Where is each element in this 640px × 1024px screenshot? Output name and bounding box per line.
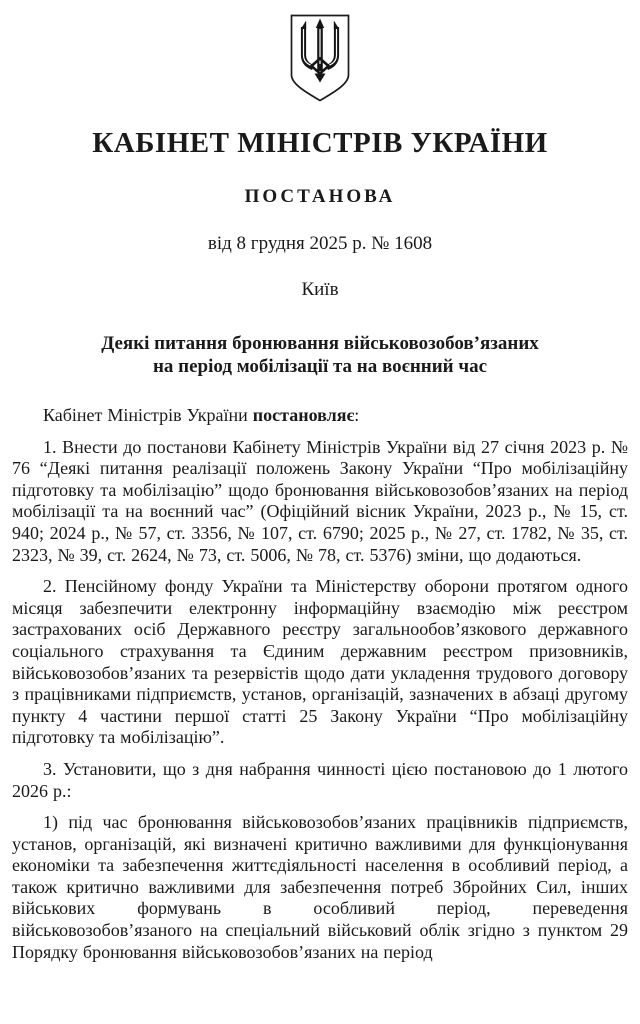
doc-type-heading: ПОСТАНОВА	[244, 186, 396, 207]
doc-body	[12, 405, 628, 963]
preamble-text: Кабінет Міністрів України	[43, 405, 253, 425]
paragraph-3: 3. Установити, що з дня набрання чинності цією постановою до 1 лютого 2026 р.:	[12, 758, 628, 801]
paragraph-2: 2. Пенсійному фонду України та Міністерству оборони протягом одного місяця забезпечити електронну інформаційну взаємодію між реєстром застрахованих осіб Державного реєстру загальнообов’язкового державного соціального страхування та Єдиним державним реєстром призовників, військовозобов’язаних та резервістів щодо дати укладення трудового договору з працівниками підприємств, установ, організацій, зазначених в абзаці другому пункту 4 частини першої статті 25 Закону України “Про мобілізаційну підготовку та мобілізацію”.	[12, 576, 628, 748]
org-name: КАБІНЕТ МІНІСТРІВ УКРАЇНИ	[92, 127, 548, 159]
doc-title	[12, 332, 628, 378]
preamble-verb: постановляє	[252, 405, 355, 425]
city-line: Київ	[301, 279, 339, 300]
preamble-colon: :	[354, 405, 360, 425]
preamble	[12, 405, 628, 427]
doc-title-line-2: на період мобілізації та на воєнний час	[152, 356, 488, 377]
paragraph-1: 1. Внести до постанови Кабінету Міністрів України від 27 січня 2023 р. № 76 “Деякі питання реалізації положень Закону України “Про мобілізаційну підготовку та мобілізацію” щодо бронювання військовозобов’язаних на період мобілізації та на воєнний час” (Офіційний вісник України, 2023 р., № 15, ст. 940; 2024 р., № 57, ст. 3356, № 107, ст. 6790; 2025 р., № 27, ст. 1782, № 35, ст. 2323, № 39, ст. 2624, № 73, ст. 5006, № 78, ст. 5376) зміни, що додаються.	[12, 436, 628, 565]
ukraine-trident-icon	[288, 12, 352, 104]
doc-title-line-1: Деякі питання бронювання військовозобов’язаних	[101, 333, 539, 354]
paragraph-3-subitem-1: 1) під час бронювання військовозобов’язаних працівників підприємств, установ, організацій, які визначені критично важливими для функціонування економіки та забезпечення життєдіяльності населення в особливий період, а також критично важливими для забезпечення потреб Збройних Сил, інших військових формувань в особливий період, переведення військовозобов’язаного на спеціальний військовий облік згідно з пунктом 29 Порядку бронювання військовозобов’язаних на період	[12, 812, 628, 962]
date-number-line: від 8 грудня 2025 р. № 1608	[207, 233, 433, 254]
coat-of-arms	[12, 12, 628, 104]
